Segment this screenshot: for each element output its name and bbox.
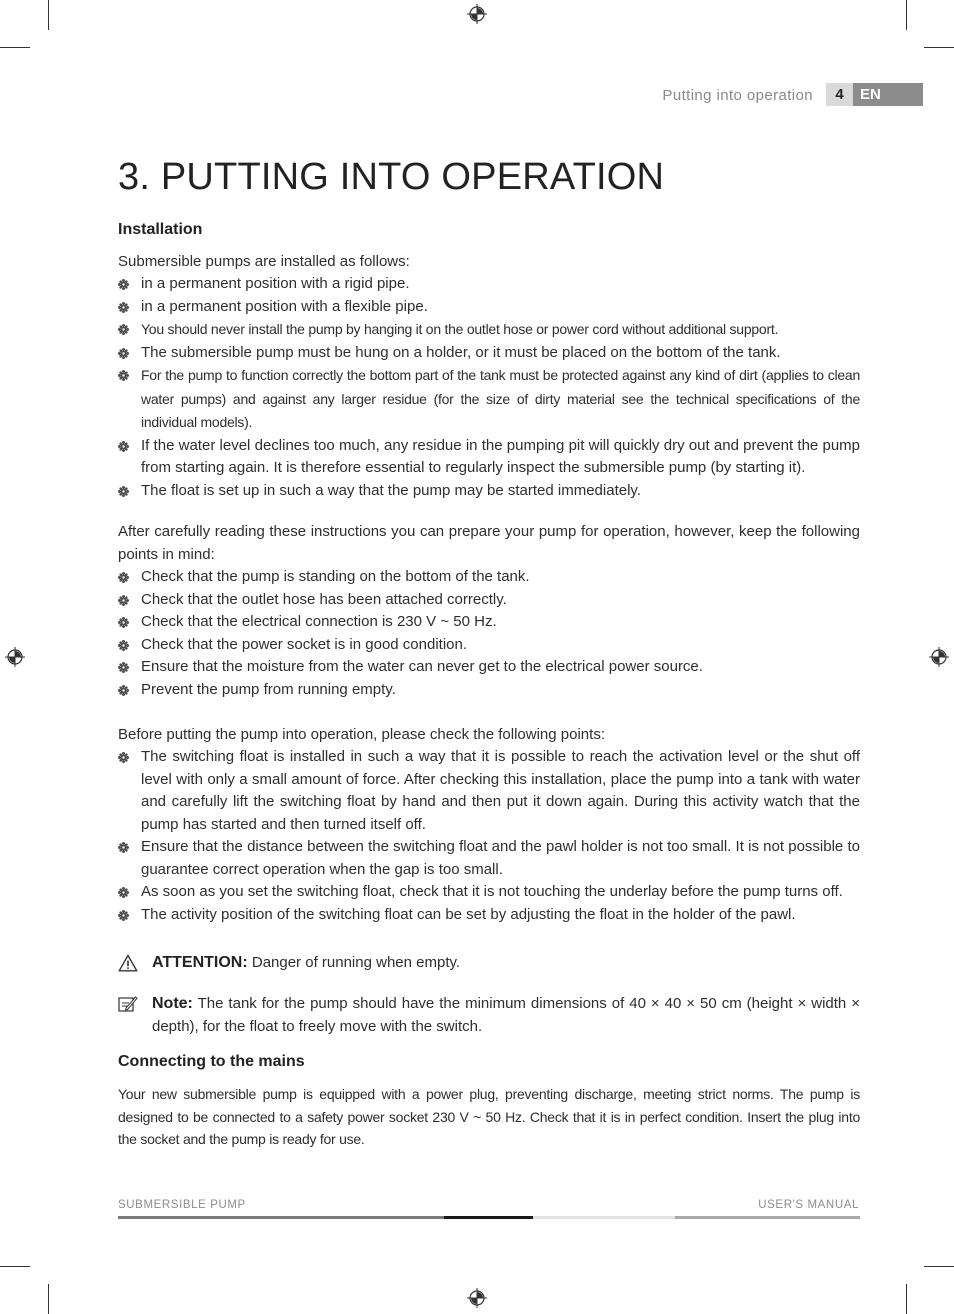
list-item: Check that the power socket is in good condition. bbox=[118, 634, 860, 657]
after-reading-intro: After carefully reading these instructions you can prepare your pump for operation, however, keep the following points in mind: bbox=[118, 523, 860, 563]
warning-triangle-icon bbox=[118, 954, 138, 972]
list-item: Check that the outlet hose has been attached correctly. bbox=[118, 589, 860, 612]
crop-mark bbox=[924, 1266, 954, 1267]
page-title: 3. PUTTING INTO OPERATION bbox=[118, 156, 665, 198]
note-text: The tank for the pump should have the minimum dimensions of 40 × 40 × 50 cm (height × width × depth), for the float to freely move with the switch. bbox=[152, 995, 860, 1035]
footer-bar bbox=[118, 1216, 444, 1219]
before-operation-list bbox=[118, 746, 860, 926]
installation-intro: Submersible pumps are installed as follows: bbox=[118, 253, 410, 270]
crop-mark bbox=[48, 1284, 49, 1314]
after-reading-list bbox=[118, 566, 860, 701]
footer-bar bbox=[444, 1216, 533, 1219]
attention-callout bbox=[118, 952, 860, 975]
crop-mark bbox=[924, 47, 954, 48]
bullet-icon bbox=[118, 595, 129, 606]
bullet-icon bbox=[118, 572, 129, 583]
list-item: You should never install the pump by hanging it on the outlet hose or power cord without additional support. bbox=[118, 318, 860, 342]
bullet-icon bbox=[118, 910, 129, 921]
list-item: Prevent the pump from running empty. bbox=[118, 679, 860, 702]
footer-bar bbox=[533, 1216, 675, 1219]
bullet-icon bbox=[118, 842, 129, 853]
attention-text: Danger of running when empty. bbox=[251, 954, 461, 971]
list-item: If the water level declines too much, any residue in the pumping pit will quickly dry out and prevent the pump from starting again. It is therefore essential to regularly inspect the submersible pump (by starting it). bbox=[118, 435, 860, 480]
crop-mark bbox=[0, 47, 30, 48]
page-number: 4 bbox=[826, 83, 853, 106]
crop-mark bbox=[906, 1284, 907, 1314]
installation-heading: Installation bbox=[118, 221, 203, 238]
bullet-icon bbox=[118, 370, 129, 381]
installation-list bbox=[118, 273, 860, 502]
list-item: For the pump to function correctly the bottom part of the tank must be protected against any kind of dirt (applies to clean water pumps) and against any larger residue (for the size of dirty material see the technical specifications of the individual models). bbox=[118, 364, 860, 435]
list-item: Check that the pump is standing on the bottom of the tank. bbox=[118, 566, 860, 589]
crop-mark bbox=[48, 0, 49, 30]
registration-mark-icon bbox=[5, 647, 25, 667]
list-item: As soon as you set the switching float, check that it is not touching the underlay before the pump turns off. bbox=[118, 881, 860, 904]
list-item: in a permanent position with a flexible pipe. bbox=[118, 296, 860, 319]
registration-mark-icon bbox=[467, 1288, 487, 1308]
bullet-icon bbox=[118, 486, 129, 497]
list-item: The float is set up in such a way that the pump may be started immediately. bbox=[118, 480, 860, 503]
header-section-title: Putting into operation bbox=[662, 87, 813, 104]
note-callout bbox=[118, 993, 860, 1038]
mains-heading: Connecting to the mains bbox=[118, 1053, 305, 1070]
bullet-icon bbox=[118, 324, 129, 335]
list-item: The activity position of the switching float can be set by adjusting the float in the holder of the pawl. bbox=[118, 904, 860, 927]
bullet-icon bbox=[118, 887, 129, 898]
before-operation-intro: Before putting the pump into operation, please check the following points: bbox=[118, 726, 605, 743]
list-item: The submersible pump must be hung on a holder, or it must be placed on the bottom of the tank. bbox=[118, 342, 860, 365]
footer-left: SUBMERSIBLE PUMP bbox=[118, 1199, 246, 1211]
attention-label: ATTENTION: bbox=[152, 954, 248, 971]
note-label: Note: bbox=[152, 995, 193, 1012]
list-item: in a permanent position with a rigid pipe. bbox=[118, 273, 860, 296]
registration-mark-icon bbox=[467, 4, 487, 24]
crop-mark bbox=[906, 0, 907, 30]
bullet-icon bbox=[118, 617, 129, 628]
mains-text: Your new submersible pump is equipped with a power plug, preventing discharge, meeting strict norms. The pump is designed to be connected to a safety power socket 230 V ~ 50 Hz. Check that it is in perfect condition. Insert the plug into the socket and the pump is ready for use. bbox=[118, 1086, 860, 1147]
bullet-icon bbox=[118, 685, 129, 696]
bullet-icon bbox=[118, 441, 129, 452]
footer-bar bbox=[675, 1216, 860, 1219]
bullet-icon bbox=[118, 302, 129, 313]
list-item: Ensure that the distance between the switching float and the pawl holder is not too small. It is not possible to guarantee correct operation when the gap is too small. bbox=[118, 836, 860, 881]
note-pencil-icon bbox=[118, 995, 138, 1013]
bullet-icon bbox=[118, 279, 129, 290]
crop-mark bbox=[0, 1266, 30, 1267]
bullet-icon bbox=[118, 640, 129, 651]
registration-mark-icon bbox=[929, 647, 949, 667]
list-item: The switching float is installed in such a way that it is possible to reach the activation level or the shut off level with only a small amount of force. After checking this installation, place the pump into a tank with water and carefully lift the switching float by hand and then put it down again. During this activity watch that the pump has started and then turned itself off. bbox=[118, 746, 860, 836]
bullet-icon bbox=[118, 348, 129, 359]
list-item: Check that the electrical connection is 230 V ~ 50 Hz. bbox=[118, 611, 860, 634]
language-tab: EN bbox=[853, 83, 923, 106]
list-item: Ensure that the moisture from the water can never get to the electrical power source. bbox=[118, 656, 860, 679]
bullet-icon bbox=[118, 752, 129, 763]
footer-right: USER'S MANUAL bbox=[758, 1199, 859, 1211]
bullet-icon bbox=[118, 662, 129, 673]
